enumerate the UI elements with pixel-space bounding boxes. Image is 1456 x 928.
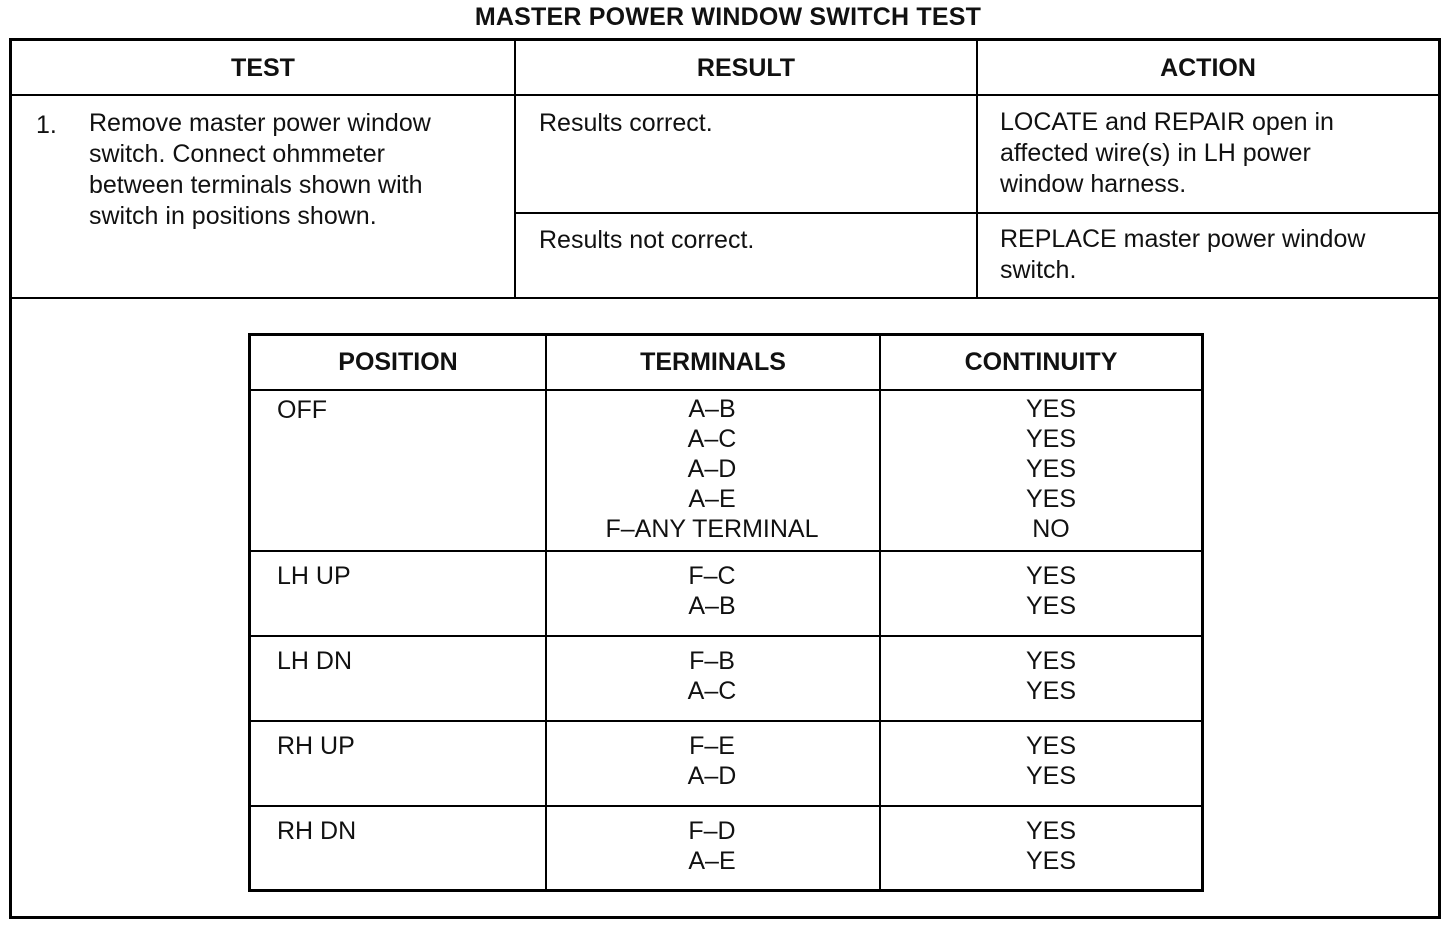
continuity-value: YES bbox=[1025, 425, 1077, 453]
header-test: TEST bbox=[231, 54, 295, 82]
position-rh-dn: RH DN bbox=[277, 817, 357, 845]
position-off: OFF bbox=[277, 396, 327, 424]
step-line: switch in positions shown. bbox=[89, 202, 377, 230]
terminal-pair: F–C bbox=[688, 562, 736, 590]
position-rh-up: RH UP bbox=[277, 732, 355, 760]
continuity-table bbox=[248, 333, 1204, 892]
action-line: REPLACE master power window bbox=[1000, 225, 1366, 253]
continuity-rh-up bbox=[881, 731, 1221, 791]
continuity-value: YES bbox=[1025, 485, 1077, 513]
continuity-value: YES bbox=[1025, 395, 1077, 423]
step-instructions bbox=[89, 108, 431, 232]
action-line: affected wire(s) in LH power bbox=[1000, 139, 1311, 167]
test-table bbox=[9, 38, 1441, 919]
row-divider bbox=[251, 550, 1201, 552]
terminals-lh-dn bbox=[547, 646, 877, 706]
terminals-rh-up bbox=[547, 731, 877, 791]
position-lh-dn: LH DN bbox=[277, 647, 353, 675]
terminal-pair: A–C bbox=[687, 425, 737, 453]
continuity-value: YES bbox=[1025, 847, 1077, 875]
header-action: ACTION bbox=[1160, 54, 1256, 82]
header-position: POSITION bbox=[338, 348, 458, 376]
continuity-value: YES bbox=[1025, 592, 1077, 620]
continuity-lh-dn bbox=[881, 646, 1221, 706]
terminal-pair: A–B bbox=[688, 592, 736, 620]
terminal-pair: F–B bbox=[689, 647, 735, 675]
action-correct bbox=[1000, 107, 1334, 200]
terminals-off bbox=[547, 394, 877, 544]
terminal-pair: F–ANY TERMINAL bbox=[605, 515, 819, 543]
continuity-value: YES bbox=[1025, 762, 1077, 790]
continuity-lh-up bbox=[881, 561, 1221, 621]
continuity-value: YES bbox=[1025, 817, 1077, 845]
continuity-rh-dn bbox=[881, 816, 1221, 876]
header-divider bbox=[12, 94, 1438, 96]
terminal-pair: A–D bbox=[687, 455, 737, 483]
continuity-value: YES bbox=[1025, 647, 1077, 675]
continuity-value: NO bbox=[1032, 515, 1070, 543]
continuity-off bbox=[881, 394, 1221, 544]
terminal-pair: A–E bbox=[688, 847, 736, 875]
row-divider bbox=[251, 720, 1201, 722]
header-result: RESULT bbox=[696, 54, 796, 82]
result-not-correct: Results not correct. bbox=[539, 226, 755, 254]
header-terminals: TERMINALS bbox=[640, 348, 786, 376]
terminal-pair: A–B bbox=[688, 395, 736, 423]
action-not-correct bbox=[1000, 224, 1365, 286]
terminal-pair: A–D bbox=[687, 762, 737, 790]
terminals-lh-up bbox=[547, 561, 877, 621]
section-divider bbox=[12, 297, 1438, 299]
continuity-value: YES bbox=[1025, 732, 1077, 760]
header-continuity: CONTINUITY bbox=[964, 348, 1118, 376]
terminal-pair: F–E bbox=[689, 732, 735, 760]
continuity-value: YES bbox=[1025, 562, 1077, 590]
step-line: switch. Connect ohmmeter bbox=[89, 140, 385, 168]
result-correct: Results correct. bbox=[539, 109, 713, 137]
terminals-rh-dn bbox=[547, 816, 877, 876]
row-divider bbox=[251, 635, 1201, 637]
terminal-pair: A–C bbox=[687, 677, 737, 705]
inner-header-divider bbox=[251, 389, 1201, 391]
position-lh-up: LH UP bbox=[277, 562, 351, 590]
action-line: switch. bbox=[1000, 256, 1077, 284]
outcome-divider bbox=[514, 212, 1438, 214]
terminal-pair: F–D bbox=[688, 817, 736, 845]
continuity-value: YES bbox=[1025, 455, 1077, 483]
action-line: LOCATE and REPAIR open in bbox=[1000, 108, 1334, 136]
continuity-value: YES bbox=[1025, 677, 1077, 705]
col-divider-2 bbox=[976, 41, 978, 297]
col-divider-1 bbox=[514, 41, 516, 297]
action-line: window harness. bbox=[1000, 170, 1187, 198]
document-title: MASTER POWER WINDOW SWITCH TEST bbox=[474, 3, 982, 31]
step-number: 1. bbox=[36, 111, 57, 139]
terminal-pair: A–E bbox=[688, 485, 736, 513]
step-line: between terminals shown with bbox=[89, 171, 423, 199]
row-divider bbox=[251, 805, 1201, 807]
step-line: Remove master power window bbox=[89, 109, 431, 137]
